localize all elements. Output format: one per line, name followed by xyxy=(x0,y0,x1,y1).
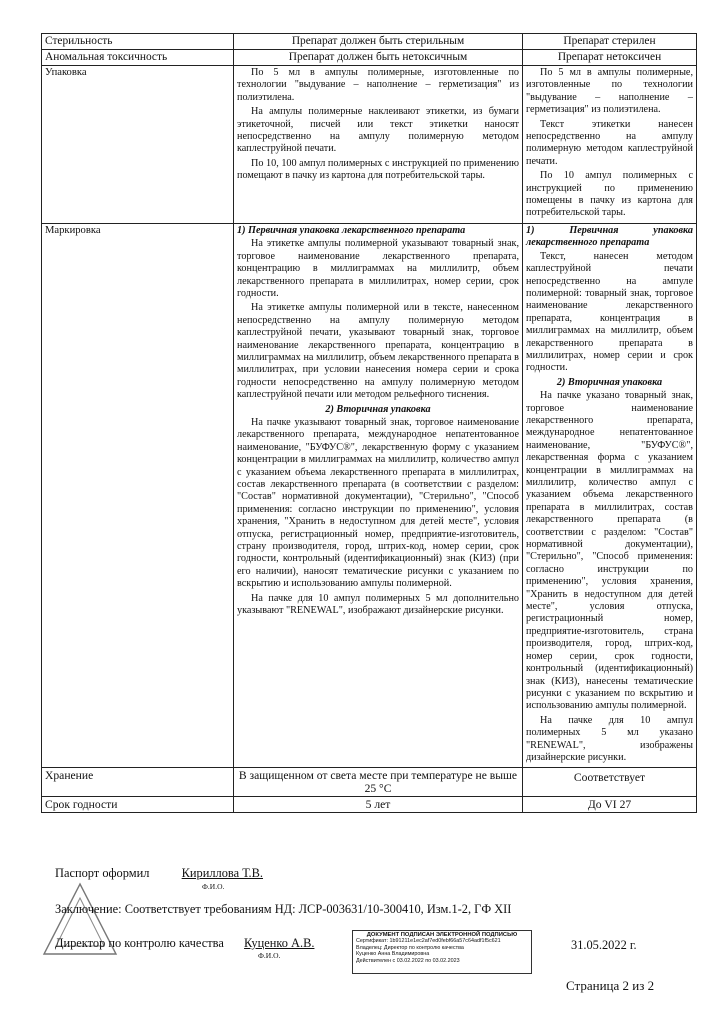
row-label: Хранение xyxy=(42,768,234,797)
subheading: 2) Вторичная упаковка xyxy=(325,403,431,415)
electronic-signature-stamp xyxy=(352,930,532,974)
packaging-requirement xyxy=(234,66,523,224)
signature-cert: Сертификат: 1b91211e1ec2af7ed0febf66a57c64adf1f5c621 xyxy=(356,938,501,945)
table-row xyxy=(42,50,697,66)
fio-hint: Ф.И.О. xyxy=(258,951,281,960)
storage-result: Соответствует xyxy=(523,768,697,797)
paragraph: По 5 мл в ампулы полимерные, изготовленные по технологии "выдувание – наполнение – герметизация" из полиэтилена. xyxy=(526,67,693,116)
paragraph: По 10, 100 ампул полимерных с инструкцией по применению помещают в пачку из картона для потребительской тары. xyxy=(237,157,519,182)
row-label: Срок годности xyxy=(42,797,234,813)
paragraph: На этикетке ампулы полимерной указывают товарный знак, торговое наименование лекарственного препарата, концентрацию в миллиграммах на миллилитр, объем лекарственного препарата в миллилитрах, номер серии, срок годности. xyxy=(237,238,519,299)
subheading: 1) Первичная упаковка лекарственного препарата xyxy=(237,224,466,236)
subheading: 2) Вторичная упаковка xyxy=(556,376,663,388)
marking-result xyxy=(523,223,697,767)
row-label: Маркировка xyxy=(42,223,234,767)
marking-requirement xyxy=(234,223,523,767)
paragraph: По 10 ампул полимерных с инструкцией по применению помещены в пачку из картона для потребительской тары. xyxy=(526,170,693,219)
table-row-packaging xyxy=(42,66,697,224)
packaging-result xyxy=(523,66,697,224)
paragraph: На пачке для 10 ампул полимерных 5 мл дополнительно указывают "RENEWAL", изображают дизайнерские рисунки. xyxy=(237,592,519,617)
signature-owner: Владелец: Директор по контролю качества xyxy=(356,944,464,951)
row-label: Стерильность xyxy=(42,34,234,50)
shelf-life-result: До VI 27 xyxy=(523,797,697,813)
passport-label: Паспорт оформил xyxy=(55,866,150,880)
paragraph: На пачке указывают товарный знак, торговое наименование лекарственного препарата, международное непатентованное наименование, "БУФУС®", лекарственную форму с указанием концентрации в миллиграммах на миллилитр, количество ампул с указанием объема лекарственного препарата в миллилитрах, состав лекарственного препарата (в соответствии с разделом: "Состав" нормативной документации), "Стерильно", "Способ применения: согласно инструкции по применению", условия хранения, "Хранить в недоступном для детей месте", условия отпуска, регистрационный номер, предприятие-изготовитель, страну производителя, город, штрих-код, номер серии, срок годности, контрольный (идентификационный) знак (КИЗ) (при его наличии), наносят тематические рисунки с указанием по вскрытию и использованию ампулы полимерной. xyxy=(237,416,519,590)
paragraph: Текст этикетки нанесен непосредственно на ампулу полимерную методом каплеструйной печати. xyxy=(526,118,693,167)
fio-hint: Ф.И.О. xyxy=(202,882,225,891)
row-label: Аномальная токсичность xyxy=(42,50,234,66)
director-line xyxy=(55,936,314,951)
table-row-marking xyxy=(42,223,697,767)
row-result: Препарат нетоксичен xyxy=(523,50,697,66)
row-result: Препарат стерилен xyxy=(523,34,697,50)
shelf-life-requirement: 5 лет xyxy=(234,797,523,813)
signature-valid: Действителен с 03.02.2022 по 03.02.2023 xyxy=(356,957,460,964)
paragraph: На этикетке ампулы полимерной или в тексте, нанесенном непосредственно на ампулу полимерную методом каплеструйной печати, указывают товарный знак, торговое наименование лекарственного препарата, концентрацию в миллиграммах на миллилитр, объем лекарственного препарата в миллилитрах, при условии нанесения номера серии и срока годности непосредственно на ампулу полимерную методом каплеструйной печати или методом рельефного тиснения. xyxy=(237,302,519,401)
quality-spec-table xyxy=(41,33,697,813)
storage-requirement: В защищенном от света месте при температуре не выше 25 °С xyxy=(234,768,523,797)
row-label: Упаковка xyxy=(42,66,234,224)
subheading: 1) Первичная упаковка лекарственного препарата xyxy=(526,224,693,249)
paragraph: На пачке указано товарный знак, торговое наименование лекарственного препарата, международное непатентованное наименование, "БУФУС®", лекарственная форма с указанием концентрации в миллиграммах на миллилитр, количество ампул с указанием объема лекарственного препарата в миллилитрах, состав лекарственного препарата (в соответствии с разделом: "Состав" нормативной документации), "Стерильно", "Способ применения: согласно инструкции по применению", условия хранения, "Хранить в недоступном для детей месте", условия отпуска, регистрационный номер, предприятие-изготовитель, страна производителя, город, штрих-код, номер серии, срок годности, контрольный (идентификационный) знак (КИЗ), нанесены тематические рисунки с указанием по вскрытию и использованию ампулы полимерной. xyxy=(526,390,693,712)
row-requirement: Препарат должен быть нетоксичным xyxy=(234,50,523,66)
passport-line xyxy=(55,866,263,881)
table-row-storage xyxy=(42,768,697,797)
director-name: Куценко А.В. xyxy=(244,936,315,950)
signature-name: Куценко Анна Владимировна xyxy=(356,951,430,958)
document-date: 31.05.2022 г. xyxy=(571,938,637,952)
conclusion: Заключение: Соответствует требованиям НД: ЛСР-003631/10-300410, Изм.1-2, ГФ XII xyxy=(55,902,512,916)
passport-name: Кириллова Т.В. xyxy=(181,866,263,880)
director-label: Директор по контролю качества xyxy=(55,936,224,950)
table-row-shelf-life xyxy=(42,797,697,813)
paragraph: На ампулы полимерные наклеивают этикетки, из бумаги этикеточной, писчей или текст этикетки наносят непосредственно на ампулу полимерную методом каплеструйной печати. xyxy=(237,106,519,155)
paragraph: На пачке для 10 ампул полимерных 5 мл указано "RENEWAL", изображены дизайнерские рисунки. xyxy=(526,714,693,763)
paragraph: По 5 мл в ампулы полимерные, изготовленные по технологии "выдувание – наполнение – герметизация" из полиэтилена. xyxy=(237,67,519,103)
row-requirement: Препарат должен быть стерильным xyxy=(234,34,523,50)
page-number: Страница 2 из 2 xyxy=(566,978,655,993)
signature-title: ДОКУМЕНТ ПОДПИСАН ЭЛЕКТРОННОЙ ПОДПИСЬЮ xyxy=(366,932,518,938)
paragraph: Текст, нанесен методом каплеструйной печати непосредственно на ампуле полимерной: товарный знак, торговое наименование лекарственного препарата, концентрация в миллиграммах на миллилитр, объем лекарственного препарата в миллилитрах, номер серии и срок годности. xyxy=(526,250,693,374)
table-row xyxy=(42,34,697,50)
